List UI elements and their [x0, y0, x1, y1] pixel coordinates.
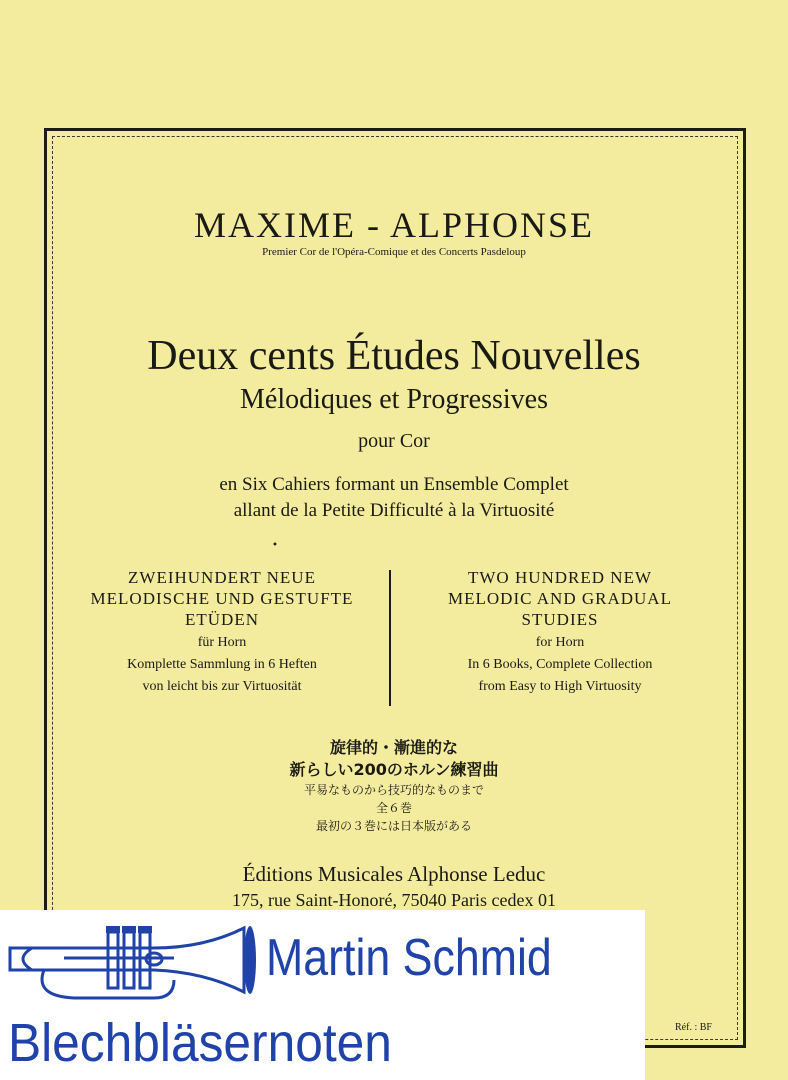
japanese-line-4: 全６巻	[375, 801, 412, 815]
japanese-line-2: 新らしい200のホルン練習曲	[289, 760, 499, 779]
instrument-fr: pour Cor	[358, 430, 430, 452]
japanese-line-1: 旋律的・漸進的な	[329, 738, 458, 757]
english-heading-2: MELODIC AND GRADUAL	[448, 589, 672, 608]
german-instrument: für Horn	[197, 635, 247, 650]
english-instrument: for Horn	[535, 635, 585, 650]
publisher-name: Éditions Musicales Alphonse Leduc	[242, 862, 546, 886]
watermark-name: Martin Schmid	[266, 929, 552, 987]
japanese-line-5: 最初の３巻には日本版がある	[315, 819, 472, 833]
english-range: from Easy to High Virtuosity	[478, 679, 642, 694]
english-heading-3: STUDIES	[521, 610, 599, 629]
title-line-2: Mélodiques et Progressives	[240, 384, 548, 415]
german-heading-3: ETÜDEN	[185, 610, 259, 629]
german-heading-2: MELODISCHE UND GESTUFTE	[90, 589, 354, 608]
german-column	[62, 567, 382, 698]
english-heading-1: TWO HUNDRED NEW	[467, 568, 653, 587]
publisher-address: 175, rue Saint-Honoré, 75040 Paris cedex 01	[232, 890, 556, 910]
english-column	[400, 567, 720, 698]
composer-name: MAXIME - ALPHONSE	[193, 205, 594, 245]
composer-subtitle: Premier Cor de l'Opéra-Comique et des Concerts Pasdeloup	[262, 246, 526, 258]
reference-code: Réf. : BF	[675, 1022, 712, 1033]
column-divider	[389, 570, 391, 706]
german-collection: Komplette Sammlung in 6 Heften	[127, 657, 317, 672]
trumpet-icon	[4, 918, 266, 1010]
english-collection: In 6 Books, Complete Collection	[467, 657, 653, 672]
ornament-dot: •	[272, 540, 278, 551]
title-line-1: Deux cents Études Nouvelles	[147, 333, 641, 379]
watermark-subtitle: Blechbläsernoten	[8, 1013, 392, 1073]
description-line-2: allant de la Petite Difficulté à la Virtuosité	[233, 500, 555, 521]
german-range: von leicht bis zur Virtuosität	[142, 679, 302, 694]
german-heading-1: ZWEIHUNDERT NEUE	[128, 568, 316, 587]
japanese-line-3: 平易なものから技巧的なものまで	[303, 783, 484, 797]
description-line-1: en Six Cahiers formant un Ensemble Complet	[219, 474, 569, 495]
